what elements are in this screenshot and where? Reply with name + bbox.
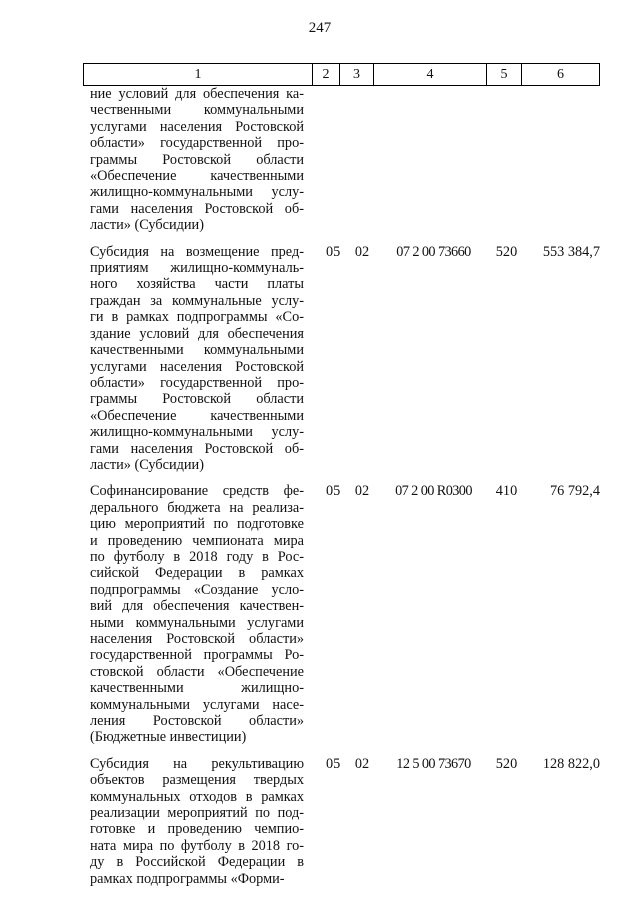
description-line: цию мероприятий по подготовке (90, 516, 304, 533)
description-line: ду в Российской Федерации в (90, 854, 304, 871)
description-line: реализации мероприятий по под- (90, 805, 304, 822)
subsection-code (339, 86, 373, 234)
description-line: ласти» (Субсидии) (90, 456, 204, 473)
table-body (83, 86, 600, 897)
expense-type-code: 520 (495, 243, 518, 260)
row-description (83, 86, 312, 234)
target-article-code: 07 2 00 73660 (396, 243, 471, 260)
description-line: качественными жилищно- (90, 680, 304, 697)
description-line: объектов размещения твердых (90, 772, 304, 789)
section-code: 05 (326, 755, 341, 772)
description-line: Субсидия на рекультивацию (90, 755, 304, 772)
target-article-code: 07 2 00 R0300 (395, 483, 472, 500)
description-line: вий для обеспечения качествен- (90, 598, 304, 615)
description-line: по футболу в 2018 году в Рос- (90, 548, 304, 565)
amount: 128 822,0 (542, 755, 600, 772)
description-line: качественными коммунальными (90, 342, 304, 359)
table-row (83, 756, 600, 887)
amount: 553 384,7 (542, 243, 600, 260)
description-line: сийской Федерации в рамках (90, 565, 304, 582)
expense-type-code: 520 (495, 755, 518, 772)
description-line: услугами населения Ростовской (90, 358, 304, 375)
table-row (83, 244, 600, 474)
row-description (83, 244, 312, 474)
description-line: «Обеспечение качественными (90, 168, 304, 185)
description-line: гами населения Ростовской об- (90, 200, 304, 217)
subsection-code: 02 (354, 243, 370, 260)
target-article-code: 12 5 00 73670 (396, 755, 471, 772)
description-line: «Обеспечение качественными (90, 407, 304, 424)
amount: 76 792,4 (549, 483, 600, 500)
description-line: дерального бюджета на реализа- (90, 499, 304, 516)
amount (521, 86, 600, 234)
description-line: области» государственной про- (90, 374, 304, 391)
column-header-2: 2 (312, 64, 339, 85)
description-line: ние условий для обеспечения ка- (90, 86, 304, 102)
description-line: ласти» (Субсидии) (90, 217, 204, 234)
section-code: 05 (326, 483, 341, 500)
column-header-1: 1 (83, 64, 312, 85)
description-line: государственной программы Ро- (90, 647, 304, 664)
description-line: стовской области «Обеспечение (90, 663, 304, 680)
column-header-5: 5 (486, 64, 521, 85)
column-header-4: 4 (373, 64, 486, 85)
column-header-3: 3 (339, 64, 373, 85)
description-line: области» государственной про- (90, 135, 304, 152)
description-line: граммы Ростовской области (90, 151, 304, 168)
description-line: чественными коммунальными (90, 102, 304, 119)
description-line: (Бюджетные инвестиции) (90, 729, 247, 746)
description-line: граммы Ростовской области (90, 391, 304, 408)
subsection-code: 02 (354, 483, 370, 500)
section-code: 05 (326, 243, 341, 260)
description-line: готовке и проведению чемпио- (90, 821, 304, 838)
table-row (83, 483, 600, 746)
description-line: Субсидия на возмещение пред- (90, 243, 304, 260)
table-row (83, 86, 600, 234)
description-line: жилищно-коммунальными услу- (90, 184, 304, 201)
description-line: граждан за коммунальные услу- (90, 292, 304, 309)
description-line: коммунальных отходов в рамках (90, 788, 304, 805)
section-code (312, 86, 339, 234)
description-line: ными коммунальными услугами (90, 614, 304, 631)
row-description (83, 756, 312, 887)
description-line: ги в рамках подпрограммы «Со- (90, 309, 304, 326)
description-line: Софинансирование средств фе- (90, 483, 304, 500)
description-line: рамках подпрограммы «Форми- (90, 870, 285, 887)
description-line: здание условий для обеспечения (90, 325, 304, 342)
table-header (83, 63, 600, 86)
description-line: подпрограммы «Создание усло- (90, 581, 304, 598)
description-line: ного хозяйства части платы (90, 276, 304, 293)
row-description (83, 483, 312, 746)
column-header-6: 6 (521, 64, 600, 85)
description-line: ления Ростовской области» (90, 713, 304, 730)
description-line: и проведению чемпионата мира (90, 532, 304, 549)
description-line: ната мира по футболу в 2018 го- (90, 837, 304, 854)
description-line: услугами населения Ростовской (90, 118, 304, 135)
description-line: гами населения Ростовской об- (90, 440, 304, 457)
description-line: населения Ростовской области» (90, 631, 304, 647)
expense-type-code: 410 (495, 483, 518, 500)
description-line: приятиям жилищно-коммуналь- (90, 260, 304, 277)
expense-type-code (486, 86, 521, 234)
page-number: 247 (308, 20, 332, 36)
description-line: коммунальными услугами насе- (90, 696, 304, 713)
target-article-code (373, 86, 486, 234)
description-line: жилищно-коммунальными услу- (90, 424, 304, 441)
subsection-code: 02 (354, 755, 370, 772)
